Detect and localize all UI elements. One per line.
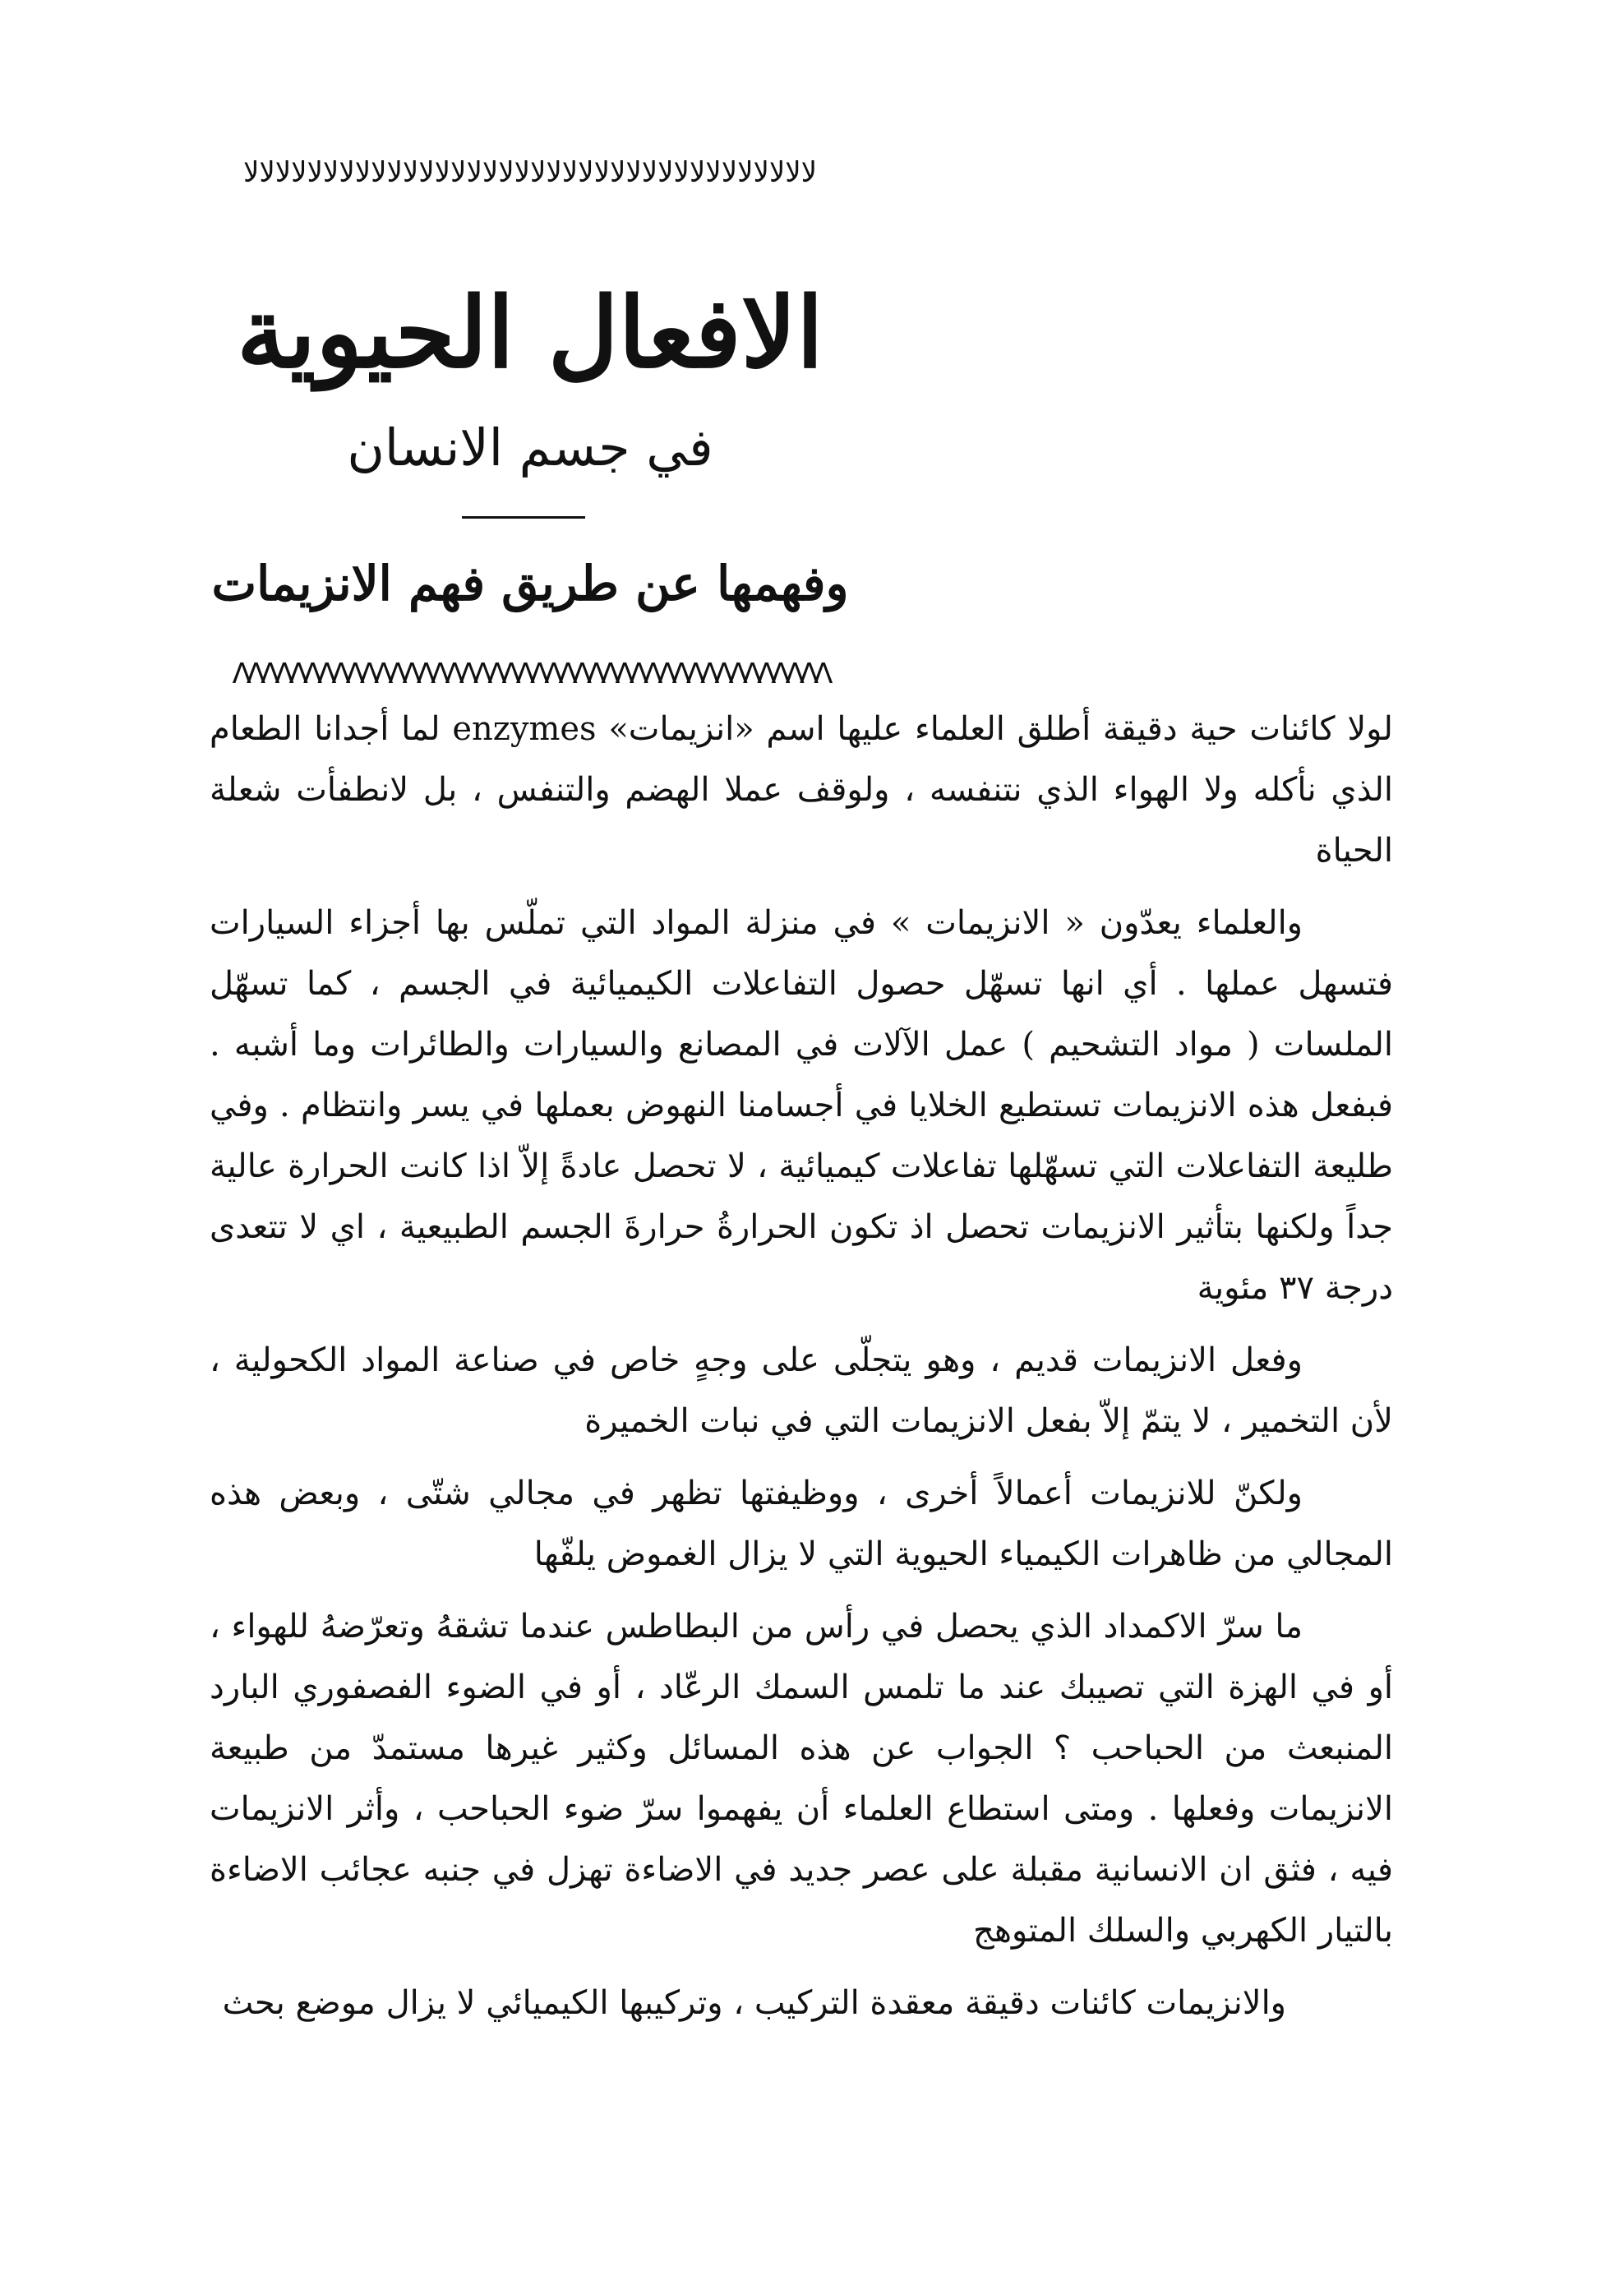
page-title: الافعال الحيوية <box>237 275 824 390</box>
paragraph-3: وفعل الانزيمات قديم ، وهو يتجلّى على وجهٍ خاص في صناعة المواد الكحولية ، لأن التخمير ، لا يتمّ إلاّ بفعل الانزيمات التي في نبات الخميرة <box>210 1341 1393 1440</box>
paragraph-4: ولكنّ للانزيمات أعمالاً أخرى ، ووظيفتها تظهر في مجالي شتّى ، وبعض هذه المجالي من ظاهرات الكيمياء الحيوية التي لا يزال الغموض يلفّها <box>210 1475 1393 1573</box>
page-subtitle: في جسم الانسان <box>347 418 713 478</box>
middle-ornament-border: ᐱᐱᐱᐱᐱᐱᐱᐱᐱᐱᐱᐱᐱᐱᐱᐱᐱᐱᐱᐱᐱᐱᐱᐱᐱᐱᐱᐱᐱᐱᐱᐱᐱᐱᐱᐱᐱᐱᐱᐱᐱᐱ <box>232 658 828 690</box>
body-text <box>210 699 1393 2045</box>
paragraph-6: والانزيمات كائنات دقيقة معقدة التركيب ، وتركيبها الكيميائي لا يزال موضع بحث <box>222 1984 1286 2022</box>
paragraph-2: والعلماء يعدّون « الانزيمات » في منزلة المواد التي تملّس بها أجزاء السيارات فتسهل عملها . أي انها تسهّل حصول التفاعلات الكيميائية في الجسم ، كما تسهّل الملسات ( مواد التشحيم ) عمل الآلات في المصانع والسيارات والطائرات وما أشبه . فبفعل هذه الانزيمات تستطيع الخلايا في أجسامنا النهوض بعملها في يسر وانتظام . وفي طليعة التفاعلات التي تسهّلها تفاعلات كيميائية ، لا تحصل عادةً إلاّ اذا كانت الحرارة عالية جداً ولكنها بتأثير الانزيمات تحصل اذ تكون الحرارةُ حرارةَ الجسم الطبيعية ، اي لا تتعدى درجة ٣٧ مئوية <box>210 904 1393 1307</box>
section-title: وفهمها عن طريق فهم الانزيمات <box>211 556 849 612</box>
title-divider <box>462 516 585 519</box>
paragraph-1: لولا كائنات حية دقيقة أطلق العلماء عليها اسم «انزيمات» enzymes لما أجدانا الطعام الذي نأكله ولا الهواء الذي نتنفسه ، ولوقف عملا الهضم والتنفس ، بل لانطفأت شعلة الحياة <box>210 710 1393 870</box>
top-ornament-border: ﻻﻻﻻﻻﻻﻻﻻﻻﻻﻻﻻﻻﻻﻻﻻﻻﻻﻻﻻﻻﻻﻻﻻﻻﻻﻻﻻﻻﻻﻻﻻﻻﻻﻻﻻﻻ <box>242 156 818 189</box>
paragraph-5: ما سرّ الاكمداد الذي يحصل في رأس من البطاطس عندما تشقهُ وتعرّضهُ للهواء ، أو في الهزة التي تصيبك عند ما تلمس السمك الرعّاد ، أو في الضوء الفصفوري البارد المنبعث من الحباحب ؟ الجواب عن هذه المسائل وكثير غيرها مستمدّ من طبيعة الانزيمات وفعلها . ومتى استطاع العلماء أن يفهموا سرّ ضوء الحباحب ، وأثر الانزيمات فيه ، فثق ان الانسانية مقبلة على عصر جديد في الاضاءة تهزل في جنبه عجائب الاضاءة بالتيار الكهربي والسلك المتوهج <box>210 1608 1393 1950</box>
